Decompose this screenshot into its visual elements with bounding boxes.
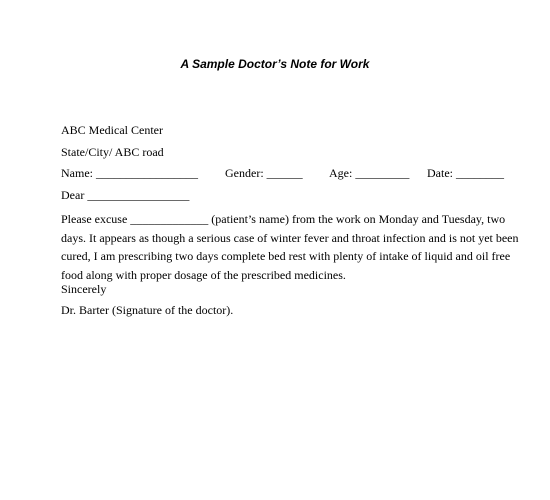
salutation-line: Dear _________________ [61,188,190,202]
note-body-line: days. It appears as though a serious case of winter fever and throat infection and is not yet been [61,230,519,245]
closing-line: Sincerely [61,282,107,296]
name-field: Name: _________________ [61,166,198,180]
date-field: Date: ________ [427,166,504,180]
note-body [61,210,519,284]
medical-center-name: ABC Medical Center [61,123,163,137]
signature-line: Dr. Barter (Signature of the doctor). [61,303,234,317]
note-body-line: Please excuse _____________ (patient’s name) from the work on Monday and Tuesday, two [61,212,506,226]
gender-field: Gender: ______ [225,166,303,180]
address-line: State/City/ ABC road [61,145,164,159]
age-field: Age: _________ [329,166,410,180]
document-title: A Sample Doctor’s Note for Work [180,57,370,71]
note-body-line: food along with proper dosage of the prescribed medicines. [61,267,346,282]
note-body-line: cured, I am prescribing two days complete bed rest with plenty of intake of liquid and oil free [61,249,511,263]
